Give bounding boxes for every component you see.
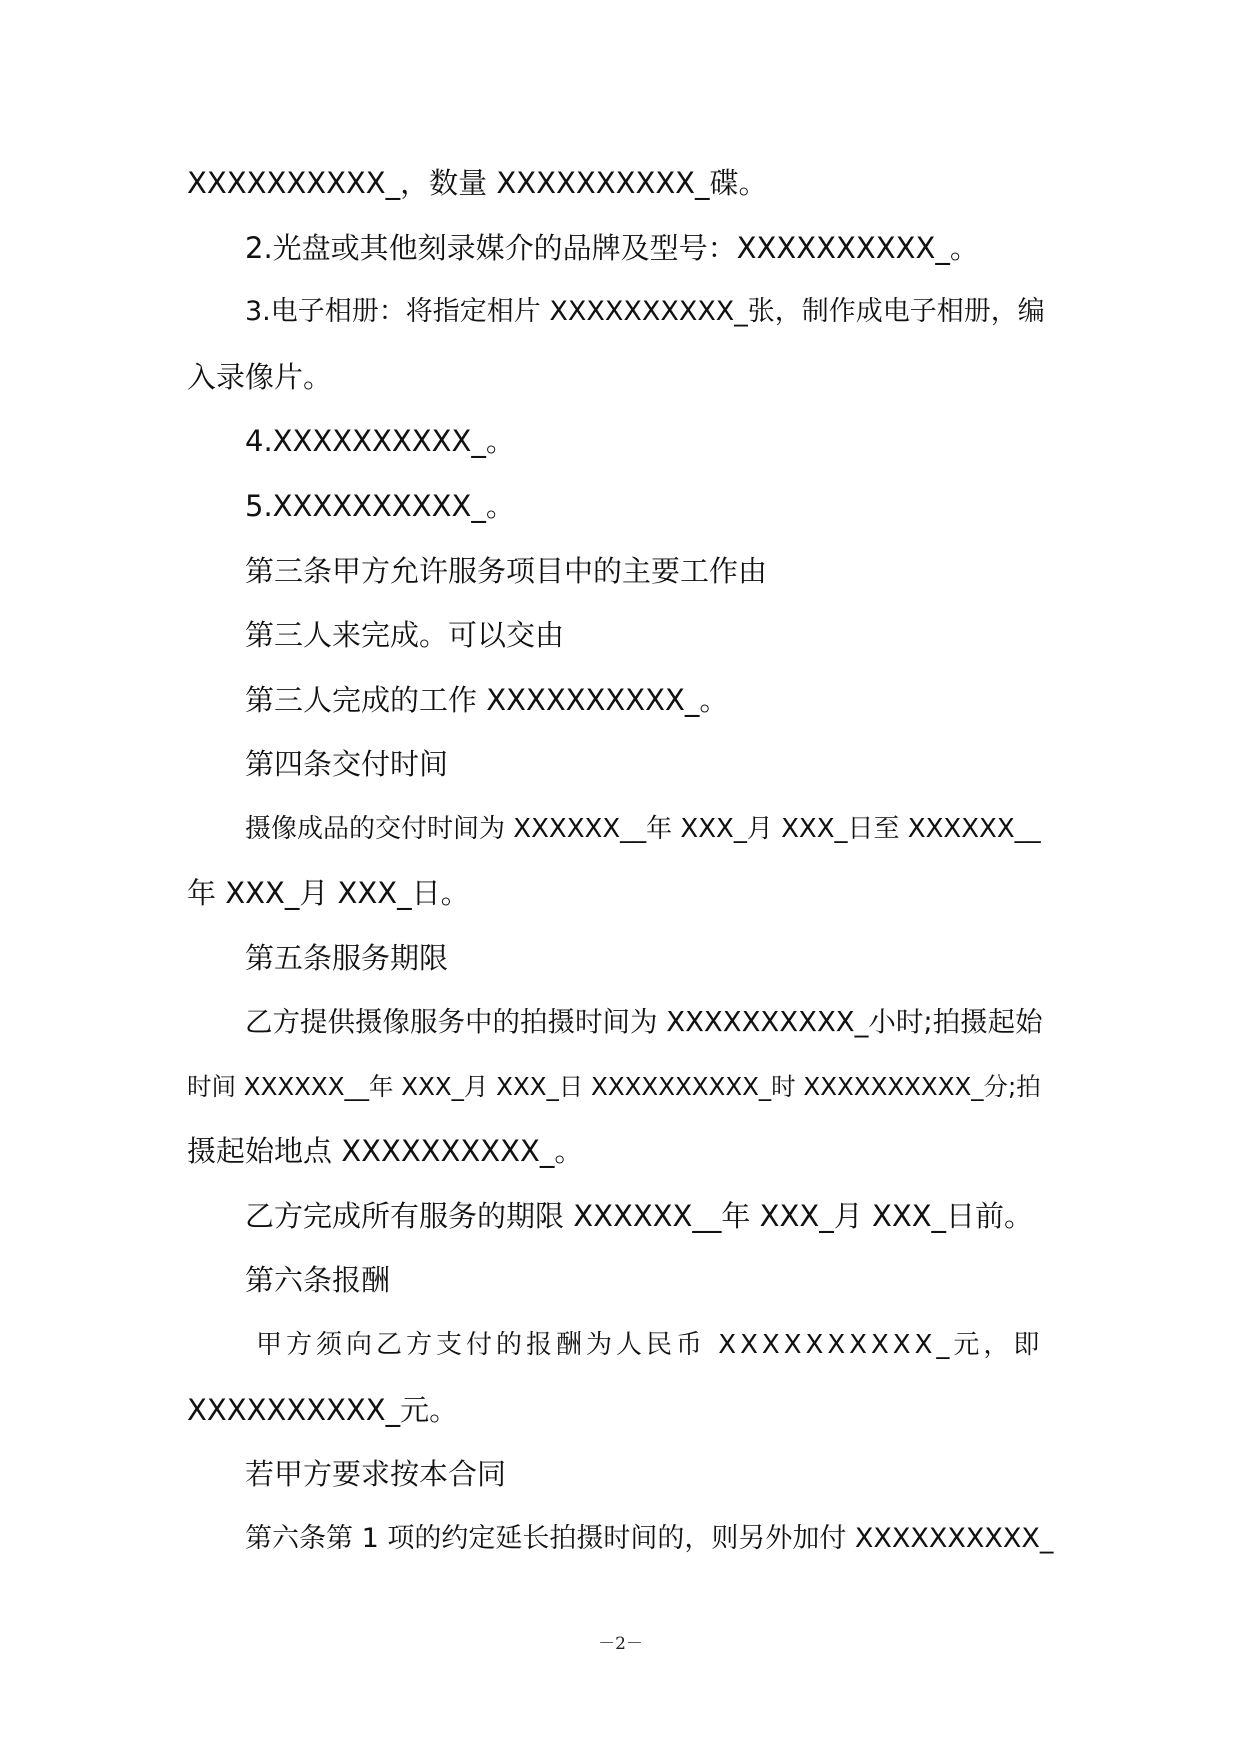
text-line: 甲方须向乙方支付的报酬为人民币 XXXXXXXXXX_元，即	[256, 1330, 1044, 1360]
text-line: 乙方完成所有服务的期限 XXXXXX__年 XXX_月 XXX_日前。	[245, 1199, 1034, 1233]
text-line: 时间 XXXXXX__年 XXX_月 XXX_日 XXXXXXXXXX_时 XXXXXXXXXX_分;拍	[187, 1072, 1041, 1101]
text-line: 第三条甲方允许服务项目中的主要工作由	[245, 554, 768, 588]
text-line: 3.电子相册：将指定相片 XXXXXXXXXX_张，制作成电子相册，编	[245, 296, 1045, 327]
text-line: 若甲方要求按本合同	[245, 1457, 507, 1491]
text-line: 摄起始地点 XXXXXXXXXX_。	[187, 1134, 584, 1168]
text-line: 第六条报酬	[245, 1263, 391, 1297]
text-line: 入录像片。	[187, 360, 333, 394]
text-line: 摄像成品的交付时间为 XXXXXX__年 XXX_月 XXX_日至 XXXXXX__	[245, 814, 1041, 844]
page-number: －2－	[598, 1634, 643, 1654]
text-line: XXXXXXXXXX_，数量 XXXXXXXXXX_碟。	[187, 166, 768, 200]
text-line: 第三人完成的工作 XXXXXXXXXX_。	[245, 683, 729, 717]
text-line: 2.光盘或其他刻录媒介的品牌及型号：XXXXXXXXXX_。	[245, 231, 979, 265]
text-line: XXXXXXXXXX_元。	[187, 1393, 459, 1427]
text-line: 年 XXX_月 XXX_日。	[187, 876, 470, 910]
text-line: 4.XXXXXXXXXX_。	[245, 424, 515, 458]
text-line: 第六条第 1 项的约定延长拍摄时间的，则另外加付 XXXXXXXXXX_	[245, 1523, 1054, 1554]
text-line: 第四条交付时间	[245, 747, 449, 781]
text-line: 5.XXXXXXXXXX_。	[245, 489, 515, 523]
text-line: 乙方提供摄像服务中的拍摄时间为 XXXXXXXXXX_小时;拍摄起始	[245, 1006, 1043, 1038]
text-line: 第三人来完成。可以交由	[245, 618, 565, 652]
text-line: 第五条服务期限	[245, 941, 449, 975]
